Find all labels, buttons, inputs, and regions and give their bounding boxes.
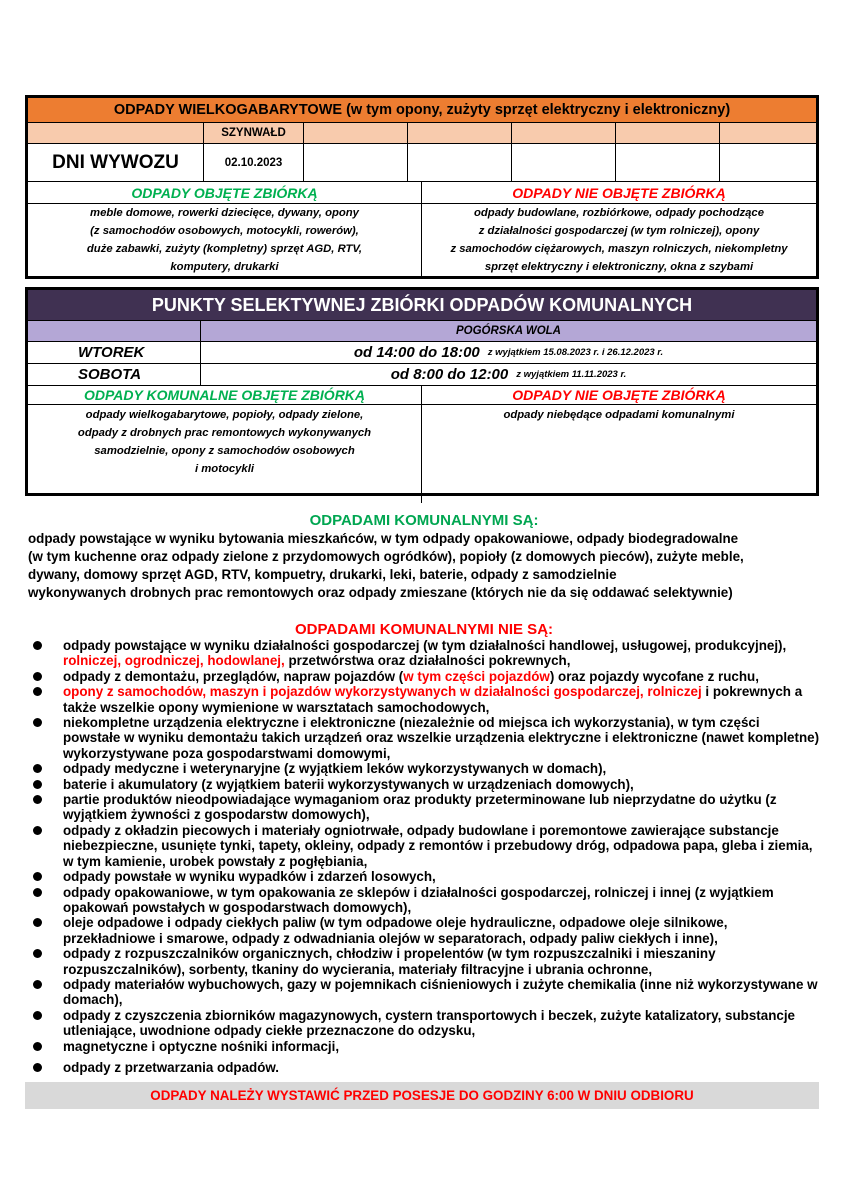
list-item	[30, 761, 820, 776]
item-text: oleje odpadowe i odpady ciekłych paliw (w tym odpadowe oleje hydrauliczne, odpadowe oleje silnikowe, przekładniowe i smarowe, odpady z odwadniania olejów w separatorach, odpady paliw ciekłych i inne),	[63, 915, 728, 946]
text-line: wykonywanych drobnych prac remontowych oraz odpady zmieszane (których nie da się oddawać selektywnie)	[28, 585, 733, 600]
list-item	[30, 1039, 820, 1054]
municipal-heading: ODPADAMI KOMUNALNYMI SĄ:	[309, 512, 539, 529]
item-text: baterie i akumulatory (z wyjątkiem baterii wykorzystywanych w urządzeniach domowych),	[63, 776, 634, 792]
highlighted-text: rolniczej, ogrodniczej, hodowlanej,	[63, 653, 285, 669]
bulky-waste-title: ODPADY WIELKOGABARYTOWE (w tym opony, zużyty sprzęt elektryczny i elektroniczny)	[28, 98, 816, 123]
item-text: odpady z okładzin piecowych i materiały ogniotrwałe, odpady budowlane i poremontowe zawierające substancje niebezpieczne, usunięte tynki, tapety, okleiny, odpady z remontów i przebudowy dróg, odpadowa papa, gleba i ziemia, w tym kamienie, urobek powstały z pogłębiania,	[63, 822, 813, 869]
list-item	[30, 823, 820, 869]
item-text: odpady powstałe w wyniku wypadków i zdarzeń losowych,	[63, 869, 436, 885]
pszok-excluded-list	[422, 405, 816, 503]
text-line: odpady niebędące odpadami komunalnymi	[503, 409, 735, 421]
bulky-location: SZYNWAŁD	[204, 123, 304, 143]
bullet-icon	[33, 1042, 42, 1051]
item-text: odpady z czyszczenia zbiorników magazynowych, cystern transportowych i beczek, zużyte katalizatory, substancje utleniające, uwodnione odpady ciekłe przeznaczone do odzysku,	[63, 1007, 795, 1039]
list-item	[30, 638, 820, 669]
pszok-included-header: ODPADY KOMUNALNE OBJĘTE ZBIÓRKĄ	[28, 386, 422, 404]
text-line: odpady powstające w wyniku bytowania mieszkańców, w tym odpady opakowaniowe, odpady biodegradowalne	[28, 531, 739, 546]
text-line: samodzielnie, opony z samochodów osobowych	[94, 445, 355, 457]
text-line: (w tym kuchenne oraz odpady zielone z przydomowych ogródków), popioły (z domowych pieców), zużyte meble,	[28, 549, 744, 564]
bullet-icon	[33, 795, 42, 804]
text-line: meble domowe, rowerki dziecięce, dywany, opony	[90, 207, 359, 219]
item-text: odpady opakowaniowe, w tym opakowania ze sklepów i działalności gospodarczej, rolniczej i innej (z wyjątkiem opakowań powstałych w gospodarstwach domowych),	[63, 884, 774, 915]
item-text: magnetyczne i optyczne nośniki informacji,	[63, 1038, 340, 1054]
bulky-waste-table	[25, 95, 819, 279]
bullet-icon	[33, 1011, 42, 1020]
list-item	[30, 946, 820, 977]
pszok-exception: z wyjątkiem 11.11.2023 r.	[516, 369, 627, 380]
pszok-table	[25, 287, 819, 496]
pszok-title: PUNKTY SELEKTYWNEJ ZBIÓRKI ODPADÓW KOMUNALNYCH	[28, 290, 816, 321]
list-item	[30, 792, 820, 823]
text-line: (z samochodów osobowych, motocykli, rowerów),	[90, 225, 359, 237]
item-text: odpady z demontażu, przeglądów, napraw pojazdów (	[63, 668, 404, 684]
bulky-items-row	[28, 204, 816, 276]
text-line: i motocykli	[194, 463, 254, 475]
collection-date: 02.10.2023	[204, 144, 304, 181]
item-text: ) oraz pojazdy wycofane z ruchu,	[549, 668, 759, 684]
text-line: komputery, drukarki	[170, 261, 279, 273]
text-line: sprzęt elektryczny i elektroniczny, okna z szybami	[484, 261, 754, 273]
bullet-icon	[33, 1063, 42, 1072]
bulky-included-header: ODPADY OBJĘTE ZBIÓRKĄ	[28, 182, 422, 203]
list-item	[30, 777, 820, 792]
bullet-icon	[33, 918, 42, 927]
list-item	[30, 669, 820, 684]
pszok-excluded-header: ODPADY NIE OBJĘTE ZBIÓRKĄ	[512, 387, 726, 403]
not-municipal-list	[30, 638, 820, 1075]
bulky-dates-row	[28, 144, 816, 182]
item-text: odpady z rozpuszczalników organicznych, chłodziw i propelentów (w tym rozpuszczalniki i mieszaniny rozpuszczalników), sorbenty, tkaniny do wycierania, materiały filtracyjne i ubrania ochronne,	[63, 946, 716, 977]
not-municipal-heading: ODPADAMI KOMUNALNYMI NIE SĄ:	[294, 621, 554, 638]
bullet-icon	[33, 764, 42, 773]
bullet-icon	[33, 780, 42, 789]
list-item	[30, 977, 820, 1008]
item-text: przetwórstwa oraz działalności pokrewnych,	[284, 653, 571, 669]
bulky-headers-row	[28, 182, 816, 204]
text-line: dywany, domowy sprzęt AGD, RTV, kompuetry, drukarki, leki, baterie, odpady z samodzielnie	[28, 567, 617, 582]
list-item	[30, 885, 820, 916]
pszok-day: WTOREK	[28, 342, 201, 363]
bullet-icon	[33, 826, 42, 835]
text-line: z samochodów ciężarowych, maszyn rolniczych, niekompletny	[450, 243, 788, 255]
list-item	[30, 684, 820, 715]
item-text: odpady materiałów wybuchowych, gazy w pojemnikach ciśnieniowych i zużyte chemikalia (inne niż wykorzystywane w domach),	[63, 976, 818, 1008]
text-line: z działalności gospodarczej (w tym rolniczej), opony	[478, 225, 760, 237]
pszok-location-row	[28, 321, 816, 342]
text-line: odpady wielkogabarytowe, popioły, odpady zielone,	[85, 409, 364, 421]
pszok-day-row	[28, 342, 816, 364]
bullet-icon	[33, 641, 42, 650]
list-item	[30, 869, 820, 884]
pszok-headers-row	[28, 386, 816, 405]
bullet-icon	[33, 980, 42, 989]
bullet-icon	[33, 949, 42, 958]
list-item	[30, 1060, 820, 1075]
pszok-exception: z wyjątkiem 15.08.2023 r. i 26.12.2023 r.	[487, 347, 664, 358]
bullet-icon	[33, 687, 42, 696]
bullet-icon	[33, 718, 42, 727]
text-line: odpady z drobnych prac remontowych wykonywanych	[77, 427, 372, 439]
bulky-included-list	[28, 204, 422, 276]
bullet-icon	[33, 888, 42, 897]
pszok-included-list	[28, 405, 422, 503]
bulky-excluded-header: ODPADY NIE OBJĘTE ZBIÓRKĄ	[512, 184, 726, 201]
item-text: odpady z przetwarzania odpadów.	[63, 1059, 280, 1075]
list-item	[30, 715, 820, 761]
pszok-hours: od 8:00 do 12:00	[390, 366, 509, 383]
list-item	[30, 1008, 820, 1039]
item-text: partie produktów nieodpowiadające wymaganiom oraz produkty przeterminowane lub nieprzydatne do użytku (z wyjątkiem żywności z gospodarstw domowych),	[63, 792, 777, 823]
footer-notice: ODPADY NALEŻY WYSTAWIĆ PRZED POSESJE DO GODZINY 6:00 W DNIU ODBIORU	[25, 1082, 819, 1109]
list-item	[30, 915, 820, 946]
bullet-icon	[33, 872, 42, 881]
text-line: duże zabawki, zużyty (kompletny) sprzęt AGD, RTV,	[86, 243, 363, 255]
municipal-description	[28, 530, 828, 602]
dates-label: DNI WYWOZU	[28, 144, 204, 181]
pszok-day-row	[28, 364, 816, 386]
item-text: i pokrewnych a także wszelkie opony wymienione w warsztatach samochodowych,	[63, 684, 803, 715]
pszok-hours: od 14:00 do 18:00	[353, 344, 480, 361]
highlighted-text: w tym części pojazdów	[403, 668, 550, 684]
pszok-location: POGÓRSKA WOLA	[456, 325, 561, 337]
bulky-location-row	[28, 123, 816, 144]
pszok-items-row	[28, 405, 816, 503]
highlighted-text: opony z samochodów, maszyn i pojazdów wykorzystywanych w działalności gospodarczej, rolniczej	[63, 684, 702, 700]
bulky-excluded-list	[422, 204, 816, 276]
bullet-icon	[33, 672, 42, 681]
item-text: odpady powstające w wyniku działalności gospodarczej (w tym działalności handlowej, usługowej, produkcyjnej),	[63, 638, 787, 653]
item-text: niekompletne urządzenia elektryczne i elektroniczne (niezależnie od miejsca ich wykorzystania), w tym części powstałe w wyniku demontażu takich urządzeń oraz wszelkie urządzenia elektryczne i elektroniczne (nawet kompletne) wykorzystywane poza gospodarstwami domowymi,	[63, 715, 820, 761]
item-text: odpady medyczne i weterynaryjne (z wyjątkiem leków wykorzystywanych w domach),	[63, 761, 607, 777]
pszok-day: SOBOTA	[28, 364, 201, 385]
text-line: odpady budowlane, rozbiórkowe, odpady pochodzące	[474, 207, 764, 219]
